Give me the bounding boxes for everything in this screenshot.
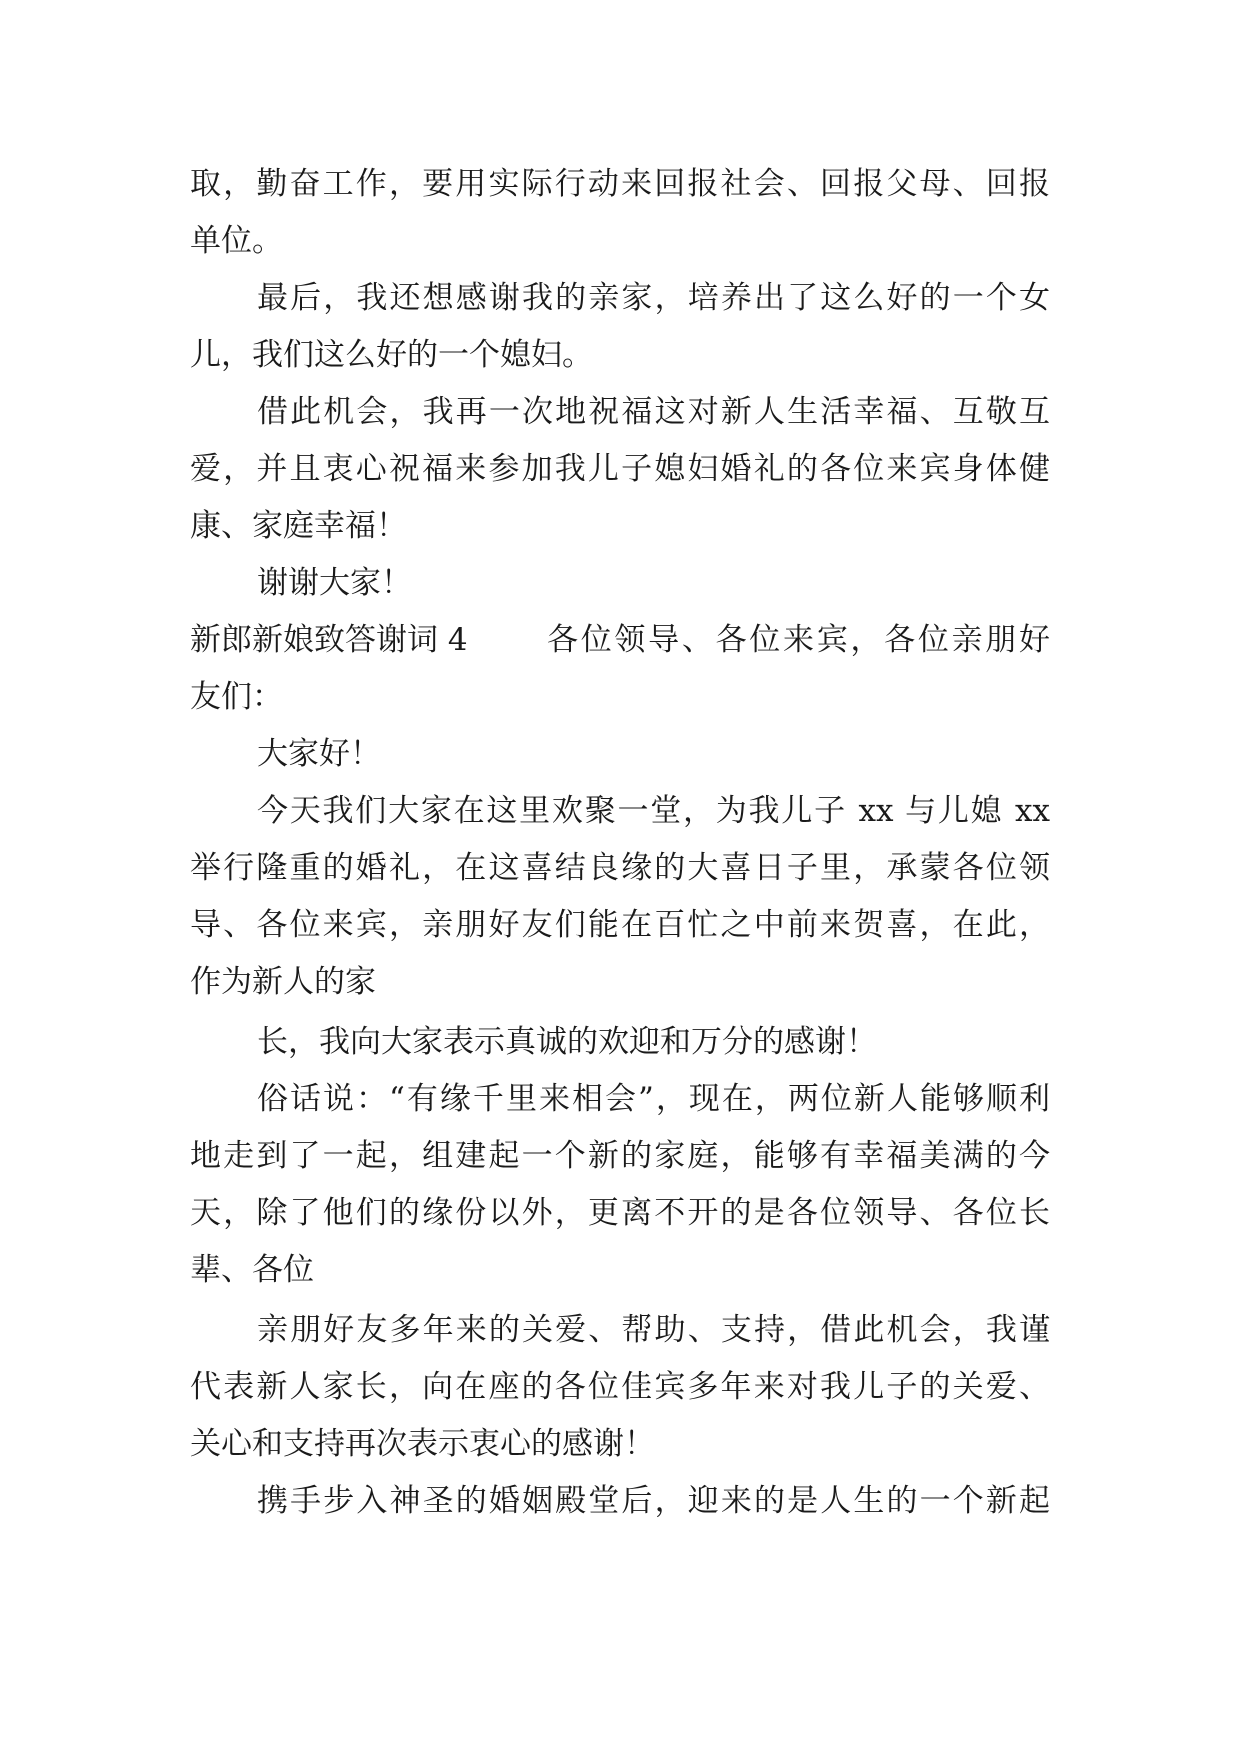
text-line: 关心和支持再次表示衷心的感谢！ (190, 1426, 655, 1462)
text-line: 儿，我们这么好的一个媳妇。 (190, 337, 593, 373)
section-heading-line (190, 618, 1050, 662)
text-line: 长，我向大家表示真诚的欢迎和万分的感谢！ (257, 1024, 877, 1060)
text-line: 亲朋好友多年来的关爱、帮助、支持，借此机会，我谨 (257, 1312, 1050, 1348)
text-line: 谢谢大家！ (257, 565, 412, 601)
greeting-text: 各位领导、各位来宾，各位亲朋好 (547, 622, 1050, 658)
text-line: 最后，我还想感谢我的亲家，培养出了这么好的一个女 (257, 280, 1050, 316)
text-line: 友们： (190, 679, 283, 715)
section-title: 新郎新娘致答谢词 4 (190, 622, 468, 658)
text-line: 借此机会，我再一次地祝福这对新人生活幸福、互敬互 (257, 394, 1050, 430)
text-line: 辈、各位 (190, 1252, 314, 1288)
text-line: 爱，并且衷心祝福来参加我儿子媳妇婚礼的各位来宾身体健 (190, 451, 1050, 487)
text-line: 康、家庭幸福！ (190, 508, 407, 544)
text-line: 地走到了一起，组建起一个新的家庭，能够有幸福美满的今 (190, 1138, 1050, 1174)
text-line: 代表新人家长，向在座的各位佳宾多年来对我儿子的关爱、 (190, 1369, 1050, 1405)
text-line: 举行隆重的婚礼，在这喜结良缘的大喜日子里，承蒙各位领 (190, 850, 1050, 886)
text-line: 携手步入神圣的婚姻殿堂后，迎来的是人生的一个新起 (257, 1483, 1050, 1519)
text-line: 导、各位来宾，亲朋好友们能在百忙之中前来贺喜，在此， (190, 907, 1050, 943)
text-line: 取，勤奋工作，要用实际行动来回报社会、回报父母、回报 (190, 166, 1050, 202)
text-line: 今天我们大家在这里欢聚一堂，为我儿子 xx 与儿媳 xx (257, 793, 1050, 829)
text-line: 单位。 (190, 223, 283, 259)
text-line: 天，除了他们的缘份以外，更离不开的是各位领导、各位长 (190, 1195, 1050, 1231)
text-line: 俗话说：“有缘千里来相会”，现在，两位新人能够顺利 (257, 1081, 1050, 1117)
text-line: 作为新人的家 (190, 964, 376, 1000)
text-line: 大家好！ (257, 736, 381, 772)
